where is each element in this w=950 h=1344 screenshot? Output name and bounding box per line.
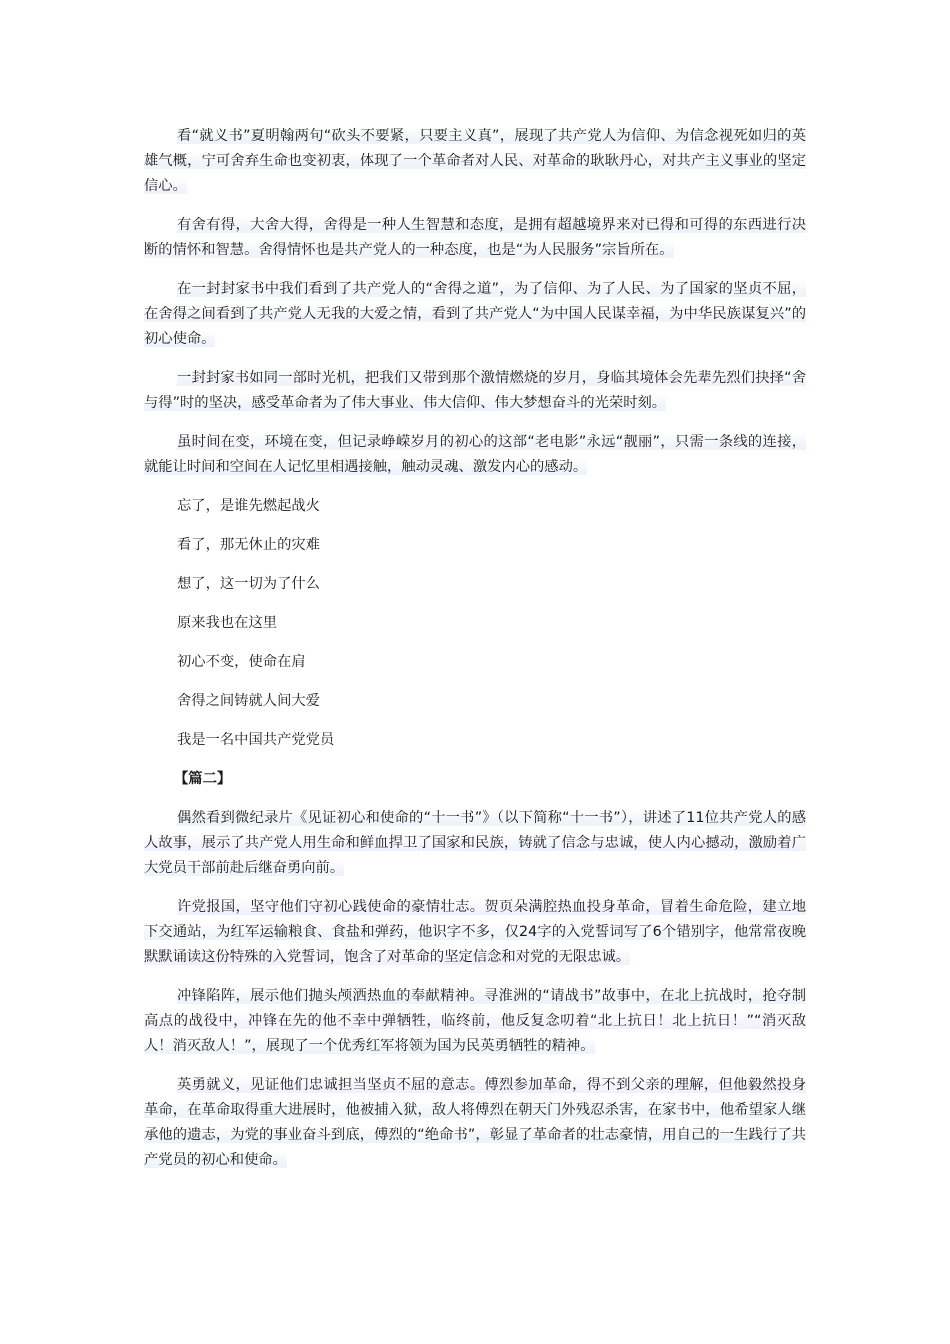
poem-line: 想了，这一切为了什么: [177, 576, 320, 592]
body-paragraph: 冲锋陷阵，展示他们抛头颅洒热血的奉献精神。寻淮洲的“请战书”故事中，在北上抗战时，抢夺制高点的战役中，冲锋在先的他不幸中弹牺牲，临终前，他反复念叨着“北上抗日！北上抗日！”“消灭敌人！消灭敌人！”，展现了一个优秀红军将领为国为民英勇牺牲的精神。: [144, 988, 806, 1054]
body-paragraph: 英勇就义，见证他们忠诚担当坚贞不屈的意志。傅烈参加革命，得不到父亲的理解，但他毅然投身革命，在革命取得重大进展时，他被捕入狱，敌人将傅烈在朝天门外残忍杀害，在家书中，他希望家人继承他的遗志，为党的事业奋斗到底，傅烈的“绝命书”，彰显了革命者的壮志豪情，用自己的一生践行了共产党员的初心和使命。: [144, 1077, 806, 1168]
body-paragraph: 许党报国，坚守他们守初心践使命的豪情壮志。贺页朵满腔热血投身革命，冒着生命危险，建立地下交通站，为红军运输粮食、食盐和弹药，他识字不多，仅24字的入党誓词写了6个错别字，他常常夜晚默默诵读这份特殊的入党誓词，饱含了对革命的坚定信念和对党的无限忠诚。: [144, 899, 806, 965]
body-paragraph: 一封封家书如同一部时光机，把我们又带到那个激情燃烧的岁月，身临其境体会先辈先烈们抉择“舍与得”时的坚决，感受革命者为了伟大事业、伟大信仰、伟大梦想奋斗的光荣时刻。: [144, 370, 806, 411]
poem-line: 原来我也在这里: [177, 615, 278, 631]
document-page: [144, 124, 806, 1187]
poem-line: 我是一名中国共产党党员: [177, 732, 335, 748]
body-paragraph: 偶然看到微纪录片《见证初心和使命的“十一书”》（以下简称“十一书”），讲述了11位共产党人的感人故事，展示了共产党人用生命和鲜血捍卫了国家和民族，铸就了信念与忠诚，使人内心撼动，激励着广大党员干部前赴后继奋勇向前。: [144, 810, 806, 876]
poem-line: 看了，那无休止的灾难: [177, 537, 320, 553]
poem-line: 舍得之间铸就人间大爱: [177, 693, 320, 709]
section-heading: 【篇二】: [174, 771, 232, 787]
body-paragraph: 在一封封家书中我们看到了共产党人的“舍得之道”，为了信仰、为了人民、为了国家的坚贞不屈，在舍得之间看到了共产党人无我的大爱之情，看到了共产党人“为中国人民谋幸福，为中华民族谋复兴”的初心使命。: [144, 281, 806, 347]
body-paragraph: 有舍有得，大舍大得，舍得是一种人生智慧和态度，是拥有超越境界来对已得和可得的东西进行决断的情怀和智慧。舍得情怀也是共产党人的一种态度，也是“为人民服务”宗旨所在。: [144, 217, 806, 258]
body-paragraph: 看“就义书”夏明翰两句“砍头不要紧，只要主义真”，展现了共产党人为信仰、为信念视死如归的英雄气概，宁可舍弃生命也变初衷，体现了一个革命者对人民、对革命的耿耿丹心，对共产主义事业的坚定信心。: [144, 128, 806, 194]
body-paragraph: 虽时间在变，环境在变，但记录峥嵘岁月的初心的这部“老电影”永远“靓丽”，只需一条线的连接，就能让时间和空间在人记忆里相遇接触，触动灵魂、激发内心的感动。: [144, 434, 806, 475]
poem-line: 忘了，是谁先燃起战火: [177, 498, 320, 514]
poem-line: 初心不变，使命在肩: [177, 654, 306, 670]
